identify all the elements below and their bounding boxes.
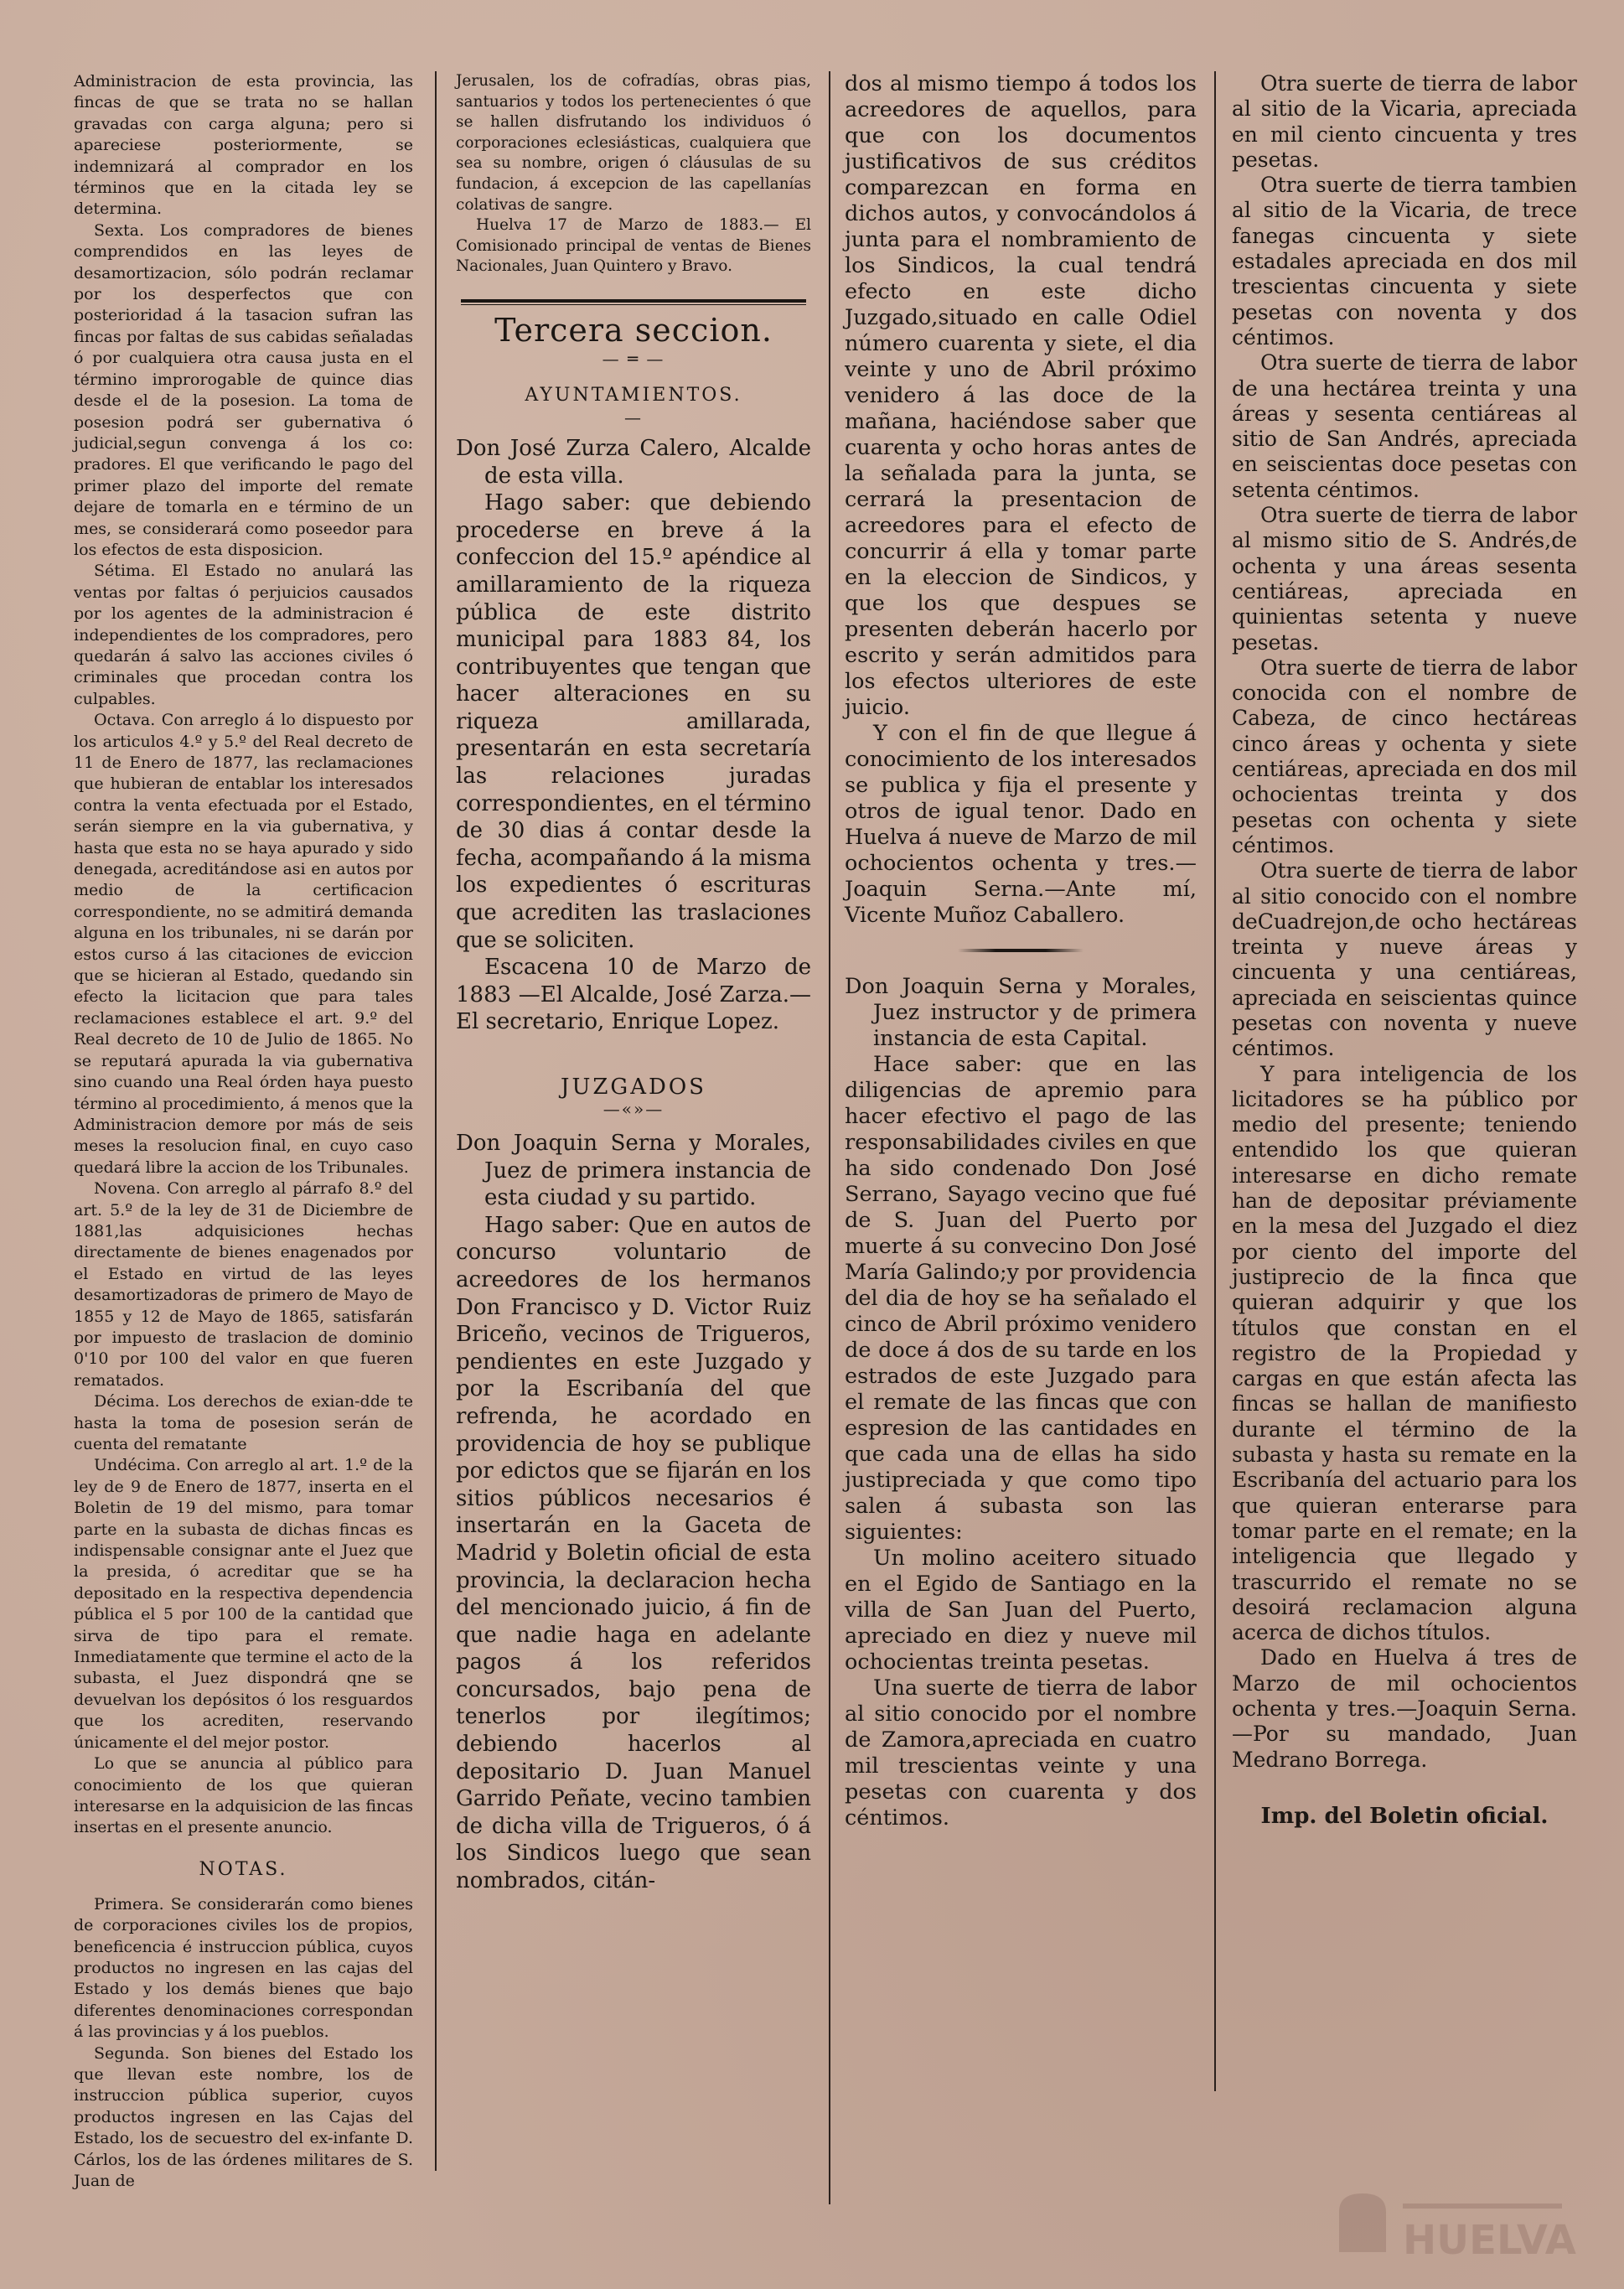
ornament-divider: —«»— — [603, 1099, 665, 1119]
paragraph-undecima: Undécima. Con arreglo al art. 1.º de la ley de 9 de Enero de 1877, inserta en el Boletin de 19 del mismo, para tomar parte en la subasta de dichas fincas es indispensable consignar ante el Juez que la presida, ó acreditar que se ha depositado en la respectiva dependencia pública el 5 por 100 de la cantidad que sirva de tipo para el remate. Inmediatamente que termine el acto de la subasta, el Juez dispondrá qne se devuelvan los depósitos ó los resguardos que los acrediten, reservando únicamente el del mejor postor. — [74, 1456, 413, 1752]
column-3 — [845, 71, 1197, 2217]
column-rule — [1214, 71, 1216, 2091]
paragraph-licitadores: Y para inteligencia de los licitadores se ha público por medio del presente; teniendo entendido los que quieran interesarse en dicho remate han de depositar préviamente en la mesa del Juzgado el diez por ciento del importe del justiprecio de la finca que quieran adquirir y que los títulos que constan en el registro de la Propiedad y cargas en que están afecta las fincas se hallan de manifiesto durante el término de la subasta y hasta su remate en la Escribanía del actuario para los que quieran enterarse para tomar parte en el remate; en la inteligencia que llegado y trascurrido el remate no se desoirá reclamacion alguna acerca de dichos títulos. — [1232, 1061, 1577, 1645]
paragraph: Jerusalen, los de cofradías, obras pias, santuarios y todos los pertenecientes ó que se hallen disfrutando los individuos ó corporaciones eclesiásticas, cualquiera que sea su nombre, origen ó cláusulas de su fundacion, á excepcion de las capellanías colativas de sangre. — [456, 72, 811, 214]
archive-stamp-logo — [1322, 2178, 1574, 2271]
paragraph-escacena: Escacena 10 de Marzo de 1883 —El Alcalde, José Zarza.—El secretario, Enrique Lopez. — [456, 955, 811, 1035]
decorative-rule — [958, 949, 1084, 952]
column-1 — [74, 71, 413, 2190]
stamp-shield — [1339, 2193, 1386, 2252]
paragraph: Administracion de esta provincia, las fincas de que se trata no se hallan gravadas con carga alguna; pero si apareciese posteriormente, se indemnizará al comprador en los términos que en la citada ley se determina. — [74, 72, 413, 219]
paragraph-dado: Y con el fin de que llegue á conocimiento de los interesados se publica y fija el presente y otros de igual tenor. Dado en Huelva á nueve de Marzo de mil ochocientos ochenta y tres.—Joaquin Serna.—Ante mí, Vicente Muñoz Caballero. — [845, 721, 1197, 928]
paragraph-alcalde: Don José Zurza Calero, Alcalde de esta villa. — [456, 435, 811, 489]
column-4 — [1232, 71, 1577, 2217]
paragraph-anuncio: Lo que se anuncia al público para conocimiento de los que quieran interesarse en la adquisicion de las fincas insertas en el presente anuncio. — [74, 1754, 413, 1837]
paragraph-finca: Otra suerte de tierra de labor al sitio de la Vicaria, apreciada en mil ciento cincuenta y tres pesetas. — [1232, 71, 1577, 172]
column-rule — [435, 71, 437, 2171]
paragraph-octava: Octava. Con arreglo á lo dispuesto por los articulos 4.º y 5.º del Real decreto de 11 de Enero de 1877, las reclamaciones que hubieran de entablar los interesados contra la venta efectuada por el Estado, serán siempre en la via gubernativa, y hasta que esta no se haya apurado y sido denegada, acreditándose asi en autos por medio de la certificacion correspondiente, no se admitirá demanda alguna en los tribunales, ni se darán por estos curso á las citaciones de eviccion que se hicieran al Estado, quedando sin efecto la licitacion que para tales reclamaciones establece el art. 9.º del Real decreto de 10 de Julio de 1865. No se reputará apurada la via gubernativa sino cuando una Real órden haya puesto término al procedimiento, á menos que la Administracion demore por más de seis meses la resolucion final, en cuyo caso quedará libre la accion de los Tribunales. — [74, 711, 413, 1177]
paragraph-hago-saber: Hago saber: que debiendo procederse en breve á la confeccion del 15.º apéndice al amillaramiento de la riqueza pública de este distrito municipal para 1883 84, los contribuyentes que tengan que hacer alteraciones en su riqueza amillarada, presentarán en esta secretaría las relaciones juradas correspondientes, en el término de 30 dias á contar desde la fecha, acompañando á la misma los expedientes ó escrituras que acrediten las traslaciones que se soliciten. — [456, 490, 811, 953]
paragraph-nota-segunda: Segunda. Son bienes del Estado los que llevan este nombre, los de instruccion pública superior, cuyos productos ingresen en las Cajas del Estado, los de secuestro del ex-infante D. Cárlos, los de las órdenes militares de S. Juan de — [74, 2043, 413, 2190]
paragraph-setima: Sétima. El Estado no anulará las ventas por faltas ó perjuicios causados por los agentes de la administracion é independientes de los compradores, pero quedarán á salvo las acciones civiles ó criminales que procedan contra los culpables. — [74, 562, 413, 708]
column-2 — [456, 71, 811, 2200]
paragraph-signature: Huelva 17 de Marzo de 1883.— El Comisionado principal de ventas de Bienes Nacionales, Juan Quintero y Bravo. — [456, 216, 811, 276]
stamp-text: HUELVA — [1403, 2217, 1576, 2264]
paragraph-molino: Un molino aceitero situado en el Egido de Santiago en la villa de San Juan del Puerto, apreciado en diez y nueve mil ochocientas treinta pesetas. — [845, 1546, 1197, 1675]
paragraph-sexta: Sexta. Los compradores de bienes comprendidos en las leyes de desamortizacion, sólo podrán reclamar por los desperfectos que con posterioridad á la tasacion sufran las fincas por faltas de sus cabidas señaladas ó por cualquiera otra causa justa en el término improrogable de quince dias desde el de la posesion. La toma de posesion podrá ser gubernativa ó judicial,segun convenga á los co: pradores. El que verificando le pago del primer plazo del importe del remate dejare de tomarla en e término de un mes, se considerará como poseedor para los efectos de esta disposicion. — [74, 220, 413, 559]
paragraph-juez: Don Joaquin Serna y Morales, Juez de primera instancia de esta ciudad y su partido. — [456, 1131, 811, 1211]
paragraph: dos al mismo tiempo á todos los acreedores de aquellos, para que con los documentos justificativos de sus créditos comparezcan en forma en dichos autos, y convocándolos á junta para el nombramiento de los Sindicos, la cual tendrá efecto en este dicho Juzgado,situado en calle Odiel número cuarenta y siete, el dia veinte y uno de Abril próximo venidero á las doce de la mañana, haciéndose saber que cuarenta y ocho horas antes de la señalada para la junta, se cerrará la presentacion de acreedores para el efecto de concurrir á ella y tomar parte en la eleccion de Sindicos, y que los que despues se presenten deberán hacerlo por escrito y serán admitidos para los efectos ulteriores de este juicio. — [845, 71, 1197, 720]
paragraph-finca: Otra suerte de tierra de labor al mismo sitio de S. Andrés,de ochenta y una áreas sesenta centiáreas, apreciada en quinientas setenta y nueve pesetas. — [1232, 503, 1577, 655]
section-title: Tercera seccion. — [494, 311, 773, 349]
paragraph-novena: Novena. Con arreglo al párrafo 8.º del art. 5.º de la ley de 31 de Diciembre de 1881,las adquisiciones hechas directamente de bienes enagenados por el Estado en virtud de las leyes desamortizadoras de primero de Mayo de 1855 y 12 de Mayo de 1865, satisfarán por impuesto de traslacion de dominio 0'10 por 100 del valor en que fueren rematados. — [74, 1179, 413, 1390]
paragraph-finca: Otra suerte de tierra de labor de una hectárea treinta y una áreas y sesenta centiáreas al sitio de San Andrés, apreciada en seiscientas doce pesetas con setenta céntimos. — [1232, 350, 1577, 502]
stamp-bar — [1403, 2204, 1562, 2209]
paragraph-juez-instructor: Don Joaquin Serna y Morales, Juez instructor y de primera instancia de esta Capital. — [845, 974, 1197, 1051]
paragraph-finca: Otra suerte de tierra de labor al sitio conocido con el nombre deCuadrejon,de ocho hectáreas treinta y nueve áreas y cincuenta y una centiáreas, apreciada en seiscientas quince pesetas con noventa y nueve céntimos. — [1232, 858, 1577, 1061]
ayuntamientos-heading: AYUNTAMIENTOS. — [525, 384, 742, 406]
paragraph-finca: Otra suerte de tierra de labor conocida con el nombre de Cabeza, de cinco hectáreas cinco áreas y ochenta y siete centiáreas, apreciada en dos mil ochocientas treinta y dos pesetas con ochenta y siete céntimos. — [1232, 655, 1577, 857]
paragraph-edicto: Hago saber: Que en autos de concurso voluntario de acreedores de los hermanos Don Francisco y D. Victor Ruiz Briceño, vecinos de Trigueros, pendientes en este Juzgado y por la Escribanía del que refrenda, he acordado en providencia de hoy se publique por edictos que se fijarán en los sitios públicos necesarios é insertarán en la Gaceta de Madrid y Boletin oficial de esta provincia, la declaracion hecha del mencionado juicio, á fin de que nadie haga en adelante pagos á los referidos concursados, bajo pena de tenerlos por ilegítimos; debiendo hacerlos al depositario D. Juan Manuel Garrido Peñate, vecino tambien de dicha villa de Trigueros, ó á los Sindicos luego que sean nombrados, citán- — [456, 1212, 811, 1894]
ornament-divider: — ═ — — [602, 348, 665, 369]
paragraph-zamora: Una suerte de tierra de labor al sitio conocido por el nombre de Zamora,apreciada en cuatro mil trescientas veinte y una pesetas con cuarenta y dos céntimos. — [845, 1675, 1197, 1831]
section-divider — [461, 299, 806, 303]
notas-heading: NOTAS. — [199, 1858, 288, 1880]
paragraph-decima: Décima. Los derechos de exian-dde te hasta la toma de posesion serán de cuenta del rematante — [74, 1392, 413, 1453]
printer-colophon: Imp. del Boletin oficial. — [1260, 1803, 1549, 1829]
juzgados-heading: JUZGADOS — [561, 1075, 706, 1100]
paragraph-dado: Dado en Huelva á tres de Marzo de mil ochocientos ochenta y tres.—Joaquin Serna.—Por su mandado, Juan Medrano Borrega. — [1232, 1645, 1577, 1772]
short-dash: — — [624, 407, 643, 427]
paragraph-hace-saber: Hace saber: que en las diligencias de apremio para hacer efectivo el pago de las responsabilidades civiles en que ha sido condenado Don José Serrano, Sayago vecino que fué de S. Juan del Puerto por muerte á su convecino Don José María Galindo;y por providencia del dia de hoy se ha señalado el cinco de Abril próximo venidero de doce á dos de su tarde en los estrados de este Juzgado para el remate de las fincas que con espresion de las cantidades en que cada una de ellas ha sido justipreciada y que como tipo salen á subasta son las siguientes: — [845, 1052, 1197, 1545]
paragraph-finca: Otra suerte de tierra tambien al sitio de la Vicaria, de trece fanegas cincuenta y siete estadales apreciada en dos mil trescientas cincuenta y siete pesetas con noventa y dos céntimos. — [1232, 173, 1577, 350]
paragraph-nota-primera: Primera. Se considerarán como bienes de corporaciones civiles los de propios, beneficencia é instruccion pública, cuyos productos no ingresen en las cajas del Estado y los demás bienes que bajo diferentes denominaciones correspondan á las provincias y á los pueblos. — [74, 1894, 413, 2042]
column-rule — [829, 71, 830, 2204]
